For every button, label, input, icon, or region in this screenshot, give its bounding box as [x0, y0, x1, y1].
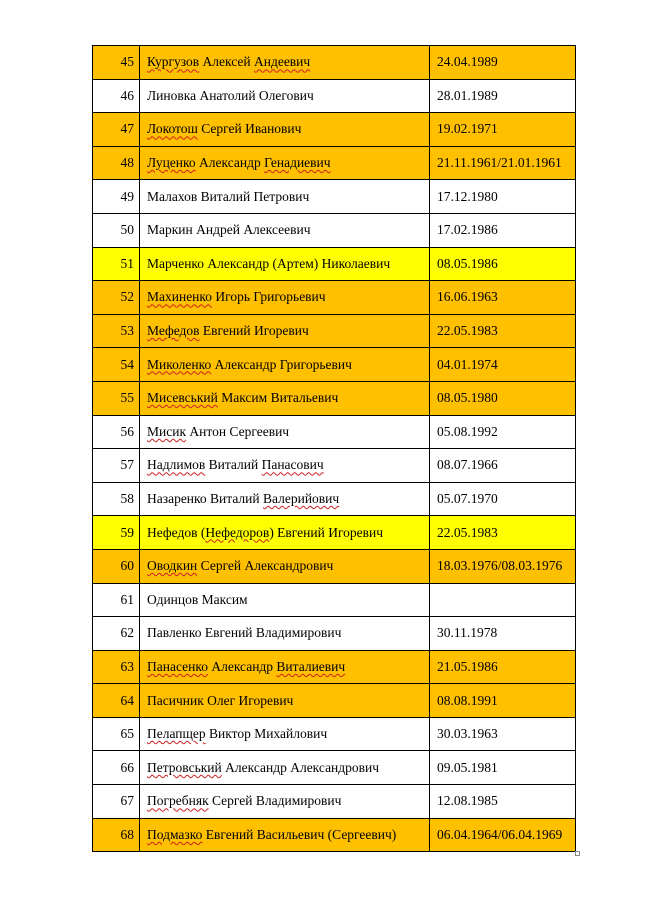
name-text: Алексей — [199, 54, 254, 70]
person-name — [140, 79, 430, 113]
birth-date: 16.06.1963 — [430, 281, 576, 315]
table-row — [93, 213, 576, 247]
person-name — [140, 348, 430, 382]
spellcheck-flagged-text: Подмазко — [147, 826, 203, 842]
birth-date: 08.05.1980 — [430, 381, 576, 415]
name-text: Игорь Григорьевич — [212, 289, 326, 305]
spellcheck-flagged-text: Виталиевич — [276, 658, 346, 674]
name-text: Сергей Иванович — [197, 121, 302, 137]
person-name — [140, 314, 430, 348]
person-name — [140, 516, 430, 550]
row-number: 63 — [93, 650, 140, 684]
spellcheck-flagged-text: Махиненко — [147, 289, 213, 305]
row-number: 64 — [93, 684, 140, 718]
name-text: Малахов Виталий Петрович — [147, 188, 310, 204]
row-number: 56 — [93, 415, 140, 449]
name-text: Виталий — [205, 457, 262, 473]
table-row — [93, 717, 576, 751]
table-row — [93, 684, 576, 718]
name-text: Александр — [207, 658, 277, 674]
spellcheck-flagged-text: Валерийович — [263, 491, 340, 507]
name-text: Павленко Евгений Владимирович — [147, 625, 342, 641]
table-row — [93, 650, 576, 684]
person-name — [140, 650, 430, 684]
row-number: 54 — [93, 348, 140, 382]
birth-date: 05.07.1970 — [430, 482, 576, 516]
persons-table — [92, 45, 576, 852]
name-text: Марченко Александр (Артем) Николаевич — [147, 255, 391, 271]
persons-table-body — [93, 46, 576, 852]
person-name — [140, 583, 430, 617]
name-text: Максим Витальевич — [217, 390, 339, 406]
name-text: Евгений Игоревич — [199, 323, 309, 339]
row-number: 45 — [93, 46, 140, 80]
row-number: 46 — [93, 79, 140, 113]
spellcheck-flagged-text: Мефедов — [147, 323, 200, 339]
person-name — [140, 213, 430, 247]
table-row — [93, 449, 576, 483]
name-text: Маркин Андрей Алексеевич — [147, 222, 311, 238]
birth-date: 18.03.1976/08.03.1976 — [430, 549, 576, 583]
row-number: 52 — [93, 281, 140, 315]
row-number: 49 — [93, 180, 140, 214]
birth-date: 06.04.1964/06.04.1969 — [430, 818, 576, 852]
name-text: Линовка Анатолий Олегович — [147, 87, 314, 103]
birth-date: 30.11.1978 — [430, 617, 576, 651]
birth-date: 22.05.1983 — [430, 516, 576, 550]
table-row — [93, 482, 576, 516]
table-row — [93, 785, 576, 819]
birth-date: 17.02.1986 — [430, 213, 576, 247]
row-number: 68 — [93, 818, 140, 852]
table-row — [93, 281, 576, 315]
spellcheck-flagged-text: Генадиевич — [264, 155, 331, 171]
spellcheck-flagged-text: Локотош — [147, 121, 198, 137]
birth-date: 21.05.1986 — [430, 650, 576, 684]
row-number: 67 — [93, 785, 140, 819]
table-row — [93, 381, 576, 415]
name-text: Александр Григорьевич — [211, 356, 352, 372]
row-number: 62 — [93, 617, 140, 651]
person-name — [140, 684, 430, 718]
spellcheck-flagged-text: Мисевський — [147, 390, 218, 406]
table-row — [93, 180, 576, 214]
spellcheck-flagged-text: Пелапщер — [147, 726, 206, 742]
table-row — [93, 314, 576, 348]
row-number: 65 — [93, 717, 140, 751]
person-name — [140, 381, 430, 415]
row-number: 53 — [93, 314, 140, 348]
spellcheck-flagged-text: Мисик — [147, 423, 187, 439]
name-text: Нефедов ( — [147, 524, 206, 540]
spellcheck-flagged-text: Панасенко — [147, 658, 208, 674]
row-number: 59 — [93, 516, 140, 550]
spellcheck-flagged-text: Луценко — [147, 155, 196, 171]
spellcheck-flagged-text: Надлимов — [147, 457, 206, 473]
table-row — [93, 617, 576, 651]
birth-date: 24.04.1989 — [430, 46, 576, 80]
table-row — [93, 247, 576, 281]
person-name — [140, 482, 430, 516]
person-name — [140, 449, 430, 483]
table-row — [93, 516, 576, 550]
table-row — [93, 113, 576, 147]
birth-date: 19.02.1971 — [430, 113, 576, 147]
person-name — [140, 549, 430, 583]
row-number: 51 — [93, 247, 140, 281]
person-name — [140, 617, 430, 651]
table-row — [93, 818, 576, 852]
birth-date: 08.05.1986 — [430, 247, 576, 281]
spellcheck-flagged-text: Петровський — [147, 759, 222, 775]
spellcheck-flagged-text: Оводкин — [147, 558, 198, 574]
spellcheck-flagged-text: Погребняк — [147, 793, 209, 809]
birth-date: 22.05.1983 — [430, 314, 576, 348]
name-text: Пасичник Олег Игоревич — [147, 692, 294, 708]
person-name — [140, 717, 430, 751]
name-text: Виктор Михайлович — [205, 726, 328, 742]
birth-date: 12.08.1985 — [430, 785, 576, 819]
row-number: 60 — [93, 549, 140, 583]
person-name — [140, 113, 430, 147]
person-name — [140, 818, 430, 852]
birth-date: 04.01.1974 — [430, 348, 576, 382]
row-number: 66 — [93, 751, 140, 785]
birth-date: 08.08.1991 — [430, 684, 576, 718]
row-number: 50 — [93, 213, 140, 247]
row-number: 55 — [93, 381, 140, 415]
birth-date: 30.03.1963 — [430, 717, 576, 751]
end-of-table-mark — [575, 851, 580, 856]
row-number: 57 — [93, 449, 140, 483]
spellcheck-flagged-text: Андеевич — [253, 54, 311, 70]
person-name — [140, 146, 430, 180]
name-text: ) Евгений Игоревич — [269, 524, 384, 540]
spellcheck-flagged-text: Миколенко — [147, 356, 212, 372]
name-text: Антон Сергеевич — [186, 423, 290, 439]
birth-date: 21.11.1961/21.01.1961 — [430, 146, 576, 180]
birth-date: 17.12.1980 — [430, 180, 576, 214]
spellcheck-flagged-text: Кургузов — [147, 54, 200, 70]
table-row — [93, 46, 576, 80]
spellcheck-flagged-text: Нефедоров — [205, 524, 270, 540]
table-row — [93, 79, 576, 113]
table-row — [93, 583, 576, 617]
name-text: Александр — [195, 155, 265, 171]
person-name — [140, 46, 430, 80]
person-name — [140, 785, 430, 819]
row-number: 47 — [93, 113, 140, 147]
person-name — [140, 415, 430, 449]
row-number: 48 — [93, 146, 140, 180]
person-name — [140, 281, 430, 315]
spellcheck-flagged-text: Панасович — [261, 457, 324, 473]
birth-date — [430, 583, 576, 617]
birth-date: 05.08.1992 — [430, 415, 576, 449]
table-row — [93, 146, 576, 180]
person-name — [140, 180, 430, 214]
birth-date: 09.05.1981 — [430, 751, 576, 785]
name-text: Назаренко Виталий — [147, 491, 263, 507]
person-name — [140, 247, 430, 281]
table-row — [93, 549, 576, 583]
birth-date: 28.01.1989 — [430, 79, 576, 113]
name-text: Александр Александрович — [221, 759, 380, 775]
name-text: Одинцов Максим — [147, 591, 248, 607]
name-text: Сергей Александрович — [197, 558, 334, 574]
name-text: Сергей Владимирович — [208, 793, 342, 809]
person-name — [140, 751, 430, 785]
name-text: Евгений Васильевич (Сергеевич) — [202, 826, 397, 842]
row-number: 61 — [93, 583, 140, 617]
table-row — [93, 751, 576, 785]
table-row — [93, 348, 576, 382]
birth-date: 08.07.1966 — [430, 449, 576, 483]
table-row — [93, 415, 576, 449]
row-number: 58 — [93, 482, 140, 516]
